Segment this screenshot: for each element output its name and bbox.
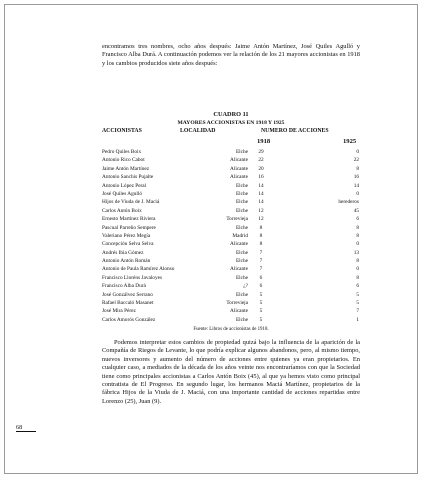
shareholder-locality: Elche: [235, 149, 248, 155]
shareholder-locality: Alicante: [230, 308, 248, 315]
table-title: CUADRO 11: [213, 111, 249, 118]
shares-1918: 14: [258, 182, 264, 189]
shares-1918: 8: [259, 224, 263, 231]
table-row: [102, 257, 360, 265]
table-row: [102, 307, 360, 315]
shareholder-locality: Torrevieja: [226, 300, 248, 307]
shares-1925: 22: [353, 157, 359, 164]
shareholder-locality: Madrid: [232, 232, 248, 239]
shares-1925: 8: [356, 232, 359, 239]
shares-1925: 8: [356, 274, 359, 281]
shares-1925: 5: [356, 300, 359, 307]
shares-1918: 12: [258, 207, 264, 214]
table-subtitle: MAYORES ACCIONISTAS EN 1918 Y 1925: [177, 120, 285, 126]
shares-1918: 8: [259, 241, 263, 248]
shareholders-table: [102, 148, 360, 324]
table-row: [102, 182, 360, 190]
shares-1918: 7: [259, 266, 263, 273]
table-row: [102, 232, 360, 240]
shareholder-locality: Elche: [235, 249, 248, 256]
shares-1918: 14: [258, 190, 264, 197]
shares-1925: 8: [356, 258, 359, 265]
shares-1925: 8: [356, 165, 359, 172]
shares-1918: 7: [259, 249, 263, 256]
table-row: [102, 249, 360, 257]
shares-1925: herederos: [338, 199, 359, 206]
shares-1925: 0: [356, 149, 359, 155]
shares-1918: 16: [258, 174, 264, 181]
shareholder-locality: Alicante: [230, 165, 248, 172]
shareholder-name: Jaime Antón Martínez: [102, 165, 150, 172]
table-row: [102, 148, 360, 156]
table-row: [102, 198, 360, 206]
shareholder-locality: Elche: [235, 316, 248, 323]
table-row: [102, 224, 360, 232]
shares-1918: 7: [259, 258, 263, 265]
shareholder-name: José Mira Pérez: [102, 308, 136, 315]
shareholder-name: Francisco Alba Durá: [102, 283, 146, 290]
shareholder-locality: ¿?: [243, 283, 248, 290]
shares-1925: 8: [356, 224, 359, 231]
shareholder-locality: Elche: [235, 274, 248, 281]
shareholder-name: José Gonzálvez Serrano: [102, 291, 153, 298]
shareholder-name: Carlos Amorós González: [102, 316, 156, 323]
shareholder-name: Antonio de Paula Ramírez Alonso: [102, 266, 175, 273]
shareholder-locality: Torrevieja: [226, 216, 248, 223]
shareholder-locality: Elche: [235, 207, 248, 214]
shareholder-locality: Elche: [235, 199, 248, 206]
shareholder-locality: Alicante: [230, 266, 248, 273]
shareholder-locality: Elche: [235, 190, 248, 197]
shareholder-name: Antonio Rico Cabot: [102, 157, 145, 164]
shareholder-name: Hijos de Viuda de J. Maciá: [102, 199, 160, 206]
shareholder-locality: Alicante: [230, 157, 248, 164]
column-header-accionistas: ACCIONISTAS: [102, 128, 142, 134]
shares-1918: 22: [258, 157, 264, 164]
shareholder-name: Carlos Antón Boix: [102, 207, 142, 214]
shares-1918: 29: [258, 149, 264, 155]
shares-1925: 0: [356, 190, 359, 197]
shares-1918: 5: [259, 300, 263, 307]
table-row: [102, 265, 360, 273]
shareholder-name: Andrés Ibia Gómez: [102, 249, 144, 256]
column-header-year-1918: 1918: [257, 138, 271, 145]
table-source-note: Fuente: Libros de accionistas de 1918.: [193, 327, 269, 332]
table-row: [102, 240, 360, 248]
shareholder-locality: Elche: [235, 224, 248, 231]
shares-1918: 5: [259, 316, 263, 323]
page-number: 68: [16, 424, 36, 432]
shares-1925: 6: [356, 216, 359, 223]
table-row: [102, 215, 360, 223]
shareholder-locality: Elche: [235, 182, 248, 189]
shareholder-name: José Quiles Agulló: [102, 190, 143, 197]
shares-1918: 5: [259, 291, 263, 298]
shares-1925: 6: [356, 283, 359, 290]
shareholder-locality: Elche: [235, 291, 248, 298]
shareholder-name: Concepción Selva Selva: [102, 241, 154, 248]
shareholder-locality: Elche: [235, 258, 248, 265]
shares-1918: 6: [259, 283, 263, 290]
shares-1925: 16: [353, 174, 359, 181]
body-paragraph: Podemos interpretar estos cambios de propiedad quizá bajo la influencia de la aparición de la Compañía de Riegos de Levante, lo que podría explicar algunos abandonos, pero, al mismo tiempo, nuevos inversores y aumento del número de acciones entre quienes ya eran propietarios. En cualquier caso, a mediados de la década de los años veinte nos encontraríamos con que la Sociedad tiene como principales accionistas a Carlos Antón Boix (45), al que ya hemos visto como principal contratista de El Progreso. En segundo lugar, los hermanos Maciá Martínez, propietarios de la fábrica Hijos de la Viuda de J. Maciá, con una importante cantidad de acciones repartidas entre Lorenzo (25), Juan (9).: [102, 339, 360, 405]
intro-paragraph: encontramos tres nombres, ocho años después: Jaime Antón Martínez, José Quiles Agulló y Francisco Alba Durá. A continuación podemos ver la relación de los 21 mayores accionistas en 1918 y los cambios producidos siete años después:: [102, 43, 360, 67]
shareholder-name: Valeriano Pérez Megía: [102, 232, 151, 239]
shares-1918: 5: [259, 308, 263, 315]
table-row: [102, 190, 360, 198]
shares-1925: 45: [353, 207, 359, 214]
shareholder-name: Rafael Baccaló Masanet: [102, 300, 154, 307]
column-header-localidad: LOCALIDAD: [180, 128, 216, 134]
table-row: [102, 274, 360, 282]
table-row: [102, 291, 360, 299]
shareholder-name: Pascual Parreño Sempere: [102, 224, 156, 231]
table-row: [102, 299, 360, 307]
table-row: [102, 173, 360, 181]
shareholder-name: Antonio Antón Román: [102, 258, 151, 265]
shareholder-name: Antonio Sanchis Pujalte: [102, 174, 154, 181]
shares-1925: 5: [356, 291, 359, 298]
shareholder-locality: Alicante: [230, 241, 248, 248]
shares-1918: 14: [258, 199, 264, 206]
shares-1918: 8: [259, 232, 263, 239]
shares-1925: 0: [356, 241, 359, 248]
shares-1925: 13: [353, 249, 359, 256]
table-row: [102, 207, 360, 215]
column-header-year-1925: 1925: [343, 138, 357, 145]
table-row: [102, 282, 360, 290]
shares-1925: 14: [353, 182, 359, 189]
shares-1925: 1: [356, 316, 359, 323]
shareholder-name: Ernesto Martínez Riviera: [102, 216, 156, 223]
shares-1918: 12: [258, 216, 264, 223]
table-row: [102, 156, 360, 164]
shares-1925: 0: [356, 266, 359, 273]
shares-1918: 6: [259, 274, 263, 281]
shareholder-name: Antonio López Peral: [102, 182, 147, 189]
shares-1918: 20: [258, 165, 264, 172]
shareholder-name: Pedro Quiles Boix: [102, 149, 142, 155]
shares-1925: 7: [356, 308, 359, 315]
column-header-numero-acciones: NUMERO DE ACCIONES: [261, 128, 329, 134]
table-row: [102, 316, 360, 324]
table-row: [102, 165, 360, 173]
shareholder-locality: Alicante: [230, 174, 248, 181]
shareholder-name: Francisco Lloréns Javaloyes: [102, 274, 163, 281]
